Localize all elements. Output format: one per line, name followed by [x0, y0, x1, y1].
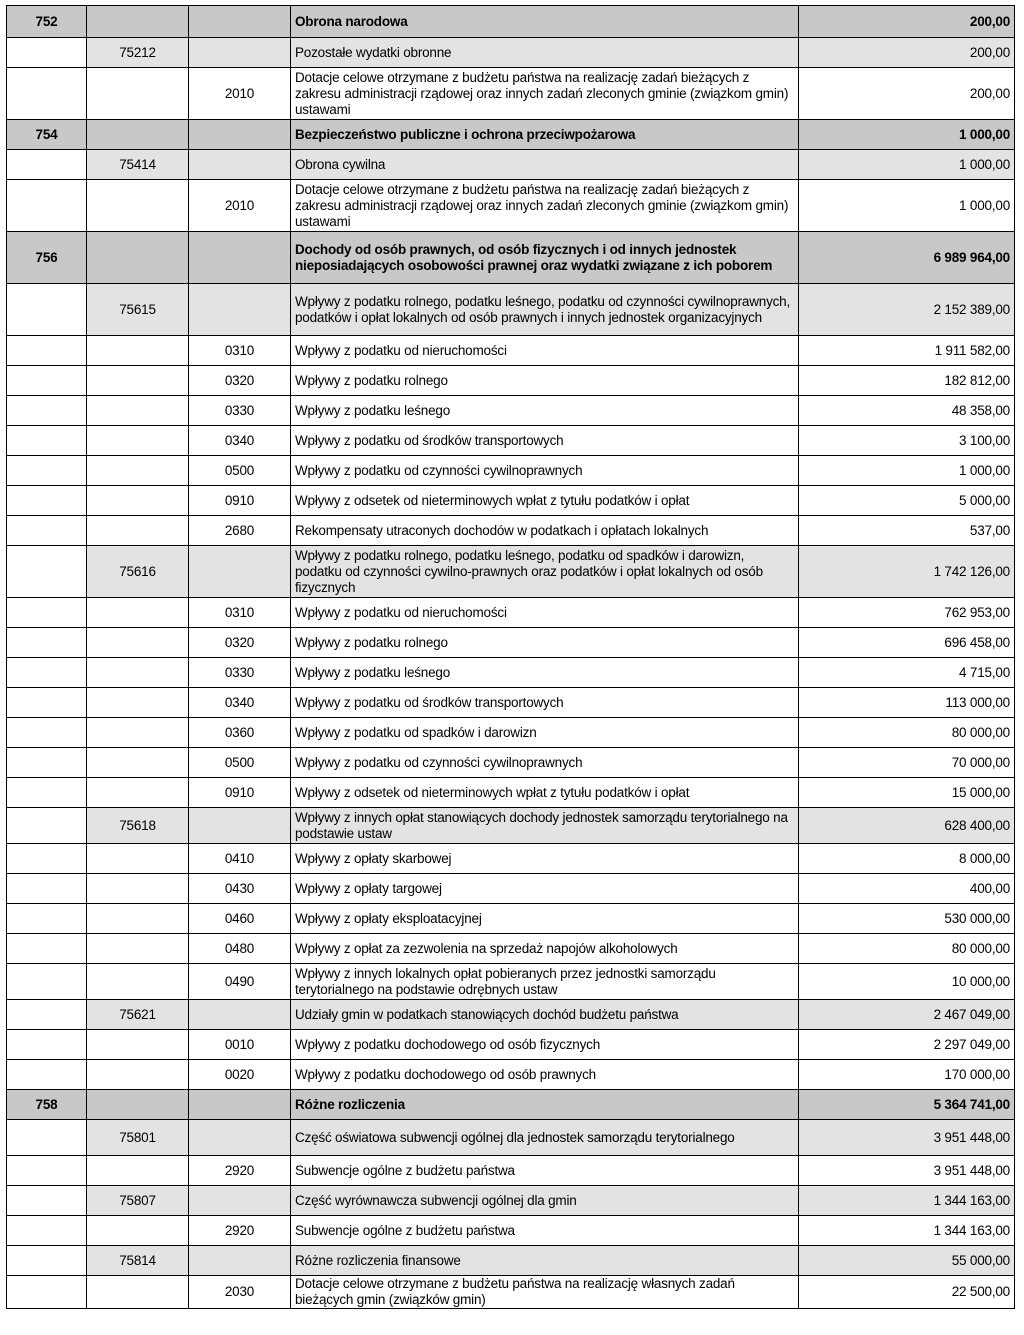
- paragraf-code-cell: 0340: [189, 688, 291, 718]
- dzial-code-cell: [7, 934, 87, 964]
- item-name-cell: Wpływy z podatku dochodowego od osób prawnych: [291, 1060, 799, 1090]
- rozdzial-code-cell: [87, 426, 189, 456]
- paragraf-row: [7, 688, 1015, 718]
- rozdzial-code-cell: 75212: [87, 38, 189, 68]
- item-name-cell: Wpływy z podatku rolnego, podatku leśnego, podatku od czynności cywilnoprawnych, podatków i opłat lokalnych od osób prawnych i innych jednostek organizacyjnych: [291, 284, 799, 336]
- dzial-code-cell: [7, 778, 87, 808]
- item-name-cell: Wpływy z opłaty targowej: [291, 874, 799, 904]
- rozdzial-code-cell: [87, 1156, 189, 1186]
- paragraf-code-cell: [189, 1186, 291, 1216]
- item-name-cell: Wpływy z odsetek od nieterminowych wpłat z tytułu podatków i opłat: [291, 778, 799, 808]
- paragraf-code-cell: 0330: [189, 658, 291, 688]
- amount-cell: 2 297 049,00: [799, 1030, 1015, 1060]
- rozdzial-code-cell: 75621: [87, 1000, 189, 1030]
- amount-cell: 80 000,00: [799, 718, 1015, 748]
- amount-cell: 400,00: [799, 874, 1015, 904]
- paragraf-row: [7, 1276, 1015, 1309]
- item-name-cell: Wpływy z podatku rolnego: [291, 366, 799, 396]
- dzial-code-cell: [7, 874, 87, 904]
- dzial-code-cell: [7, 1120, 87, 1156]
- rozdzial-row: [7, 808, 1015, 844]
- amount-cell: 10 000,00: [799, 964, 1015, 1000]
- amount-cell: 1 000,00: [799, 456, 1015, 486]
- paragraf-code-cell: 0310: [189, 598, 291, 628]
- amount-cell: 696 458,00: [799, 628, 1015, 658]
- dzial-code-cell: [7, 1186, 87, 1216]
- budget-table: [6, 5, 1015, 1309]
- item-name-cell: Wpływy z opłaty eksploatacyjnej: [291, 904, 799, 934]
- amount-cell: 1 344 163,00: [799, 1186, 1015, 1216]
- dzial-code-cell: 758: [7, 1090, 87, 1120]
- dzial-code-cell: [7, 808, 87, 844]
- paragraf-code-cell: [189, 1120, 291, 1156]
- amount-cell: 6 989 964,00: [799, 232, 1015, 284]
- paragraf-row: [7, 366, 1015, 396]
- dzial-code-cell: [7, 1216, 87, 1246]
- rozdzial-code-cell: [87, 964, 189, 1000]
- paragraf-code-cell: 0340: [189, 426, 291, 456]
- dzial-code-cell: [7, 426, 87, 456]
- rozdzial-code-cell: [87, 232, 189, 284]
- dzial-code-cell: [7, 964, 87, 1000]
- rozdzial-code-cell: 75801: [87, 1120, 189, 1156]
- rozdzial-row: [7, 38, 1015, 68]
- paragraf-code-cell: 0430: [189, 874, 291, 904]
- item-name-cell: Wpływy z podatku rolnego, podatku leśnego, podatku od spadków i darowizn, podatku od czynności cywilno-prawnych oraz podatków i opłat lokalnych od osób fizycznych: [291, 546, 799, 598]
- amount-cell: 5 000,00: [799, 486, 1015, 516]
- paragraf-code-cell: 0910: [189, 778, 291, 808]
- rozdzial-code-cell: [87, 844, 189, 874]
- amount-cell: 628 400,00: [799, 808, 1015, 844]
- amount-cell: 15 000,00: [799, 778, 1015, 808]
- paragraf-code-cell: [189, 232, 291, 284]
- item-name-cell: Część wyrównawcza subwencji ogólnej dla gmin: [291, 1186, 799, 1216]
- rozdzial-code-cell: [87, 598, 189, 628]
- paragraf-row: [7, 516, 1015, 546]
- paragraf-row: [7, 1216, 1015, 1246]
- item-name-cell: Subwencje ogólne z budżetu państwa: [291, 1156, 799, 1186]
- paragraf-code-cell: 0500: [189, 748, 291, 778]
- item-name-cell: Dotacje celowe otrzymane z budżetu państwa na realizację własnych zadań bieżących gmin (związków gmin): [291, 1276, 799, 1309]
- dzial-code-cell: [7, 68, 87, 120]
- paragraf-row: [7, 486, 1015, 516]
- dzial-code-cell: [7, 1030, 87, 1060]
- item-name-cell: Dotacje celowe otrzymane z budżetu państwa na realizację zadań bieżących z zakresu administracji rządowej oraz innych zadań zleconych gminie (związkom gmin) ustawami: [291, 68, 799, 120]
- paragraf-code-cell: 2030: [189, 1276, 291, 1309]
- amount-cell: 48 358,00: [799, 396, 1015, 426]
- paragraf-row: [7, 904, 1015, 934]
- rozdzial-row: [7, 1000, 1015, 1030]
- rozdzial-code-cell: [87, 718, 189, 748]
- rozdzial-code-cell: 75616: [87, 546, 189, 598]
- amount-cell: 1 344 163,00: [799, 1216, 1015, 1246]
- rozdzial-row: [7, 1120, 1015, 1156]
- paragraf-code-cell: 0310: [189, 336, 291, 366]
- paragraf-row: [7, 1060, 1015, 1090]
- amount-cell: 1 000,00: [799, 180, 1015, 232]
- paragraf-code-cell: [189, 6, 291, 38]
- dzial-code-cell: [7, 150, 87, 180]
- paragraf-code-cell: 2920: [189, 1156, 291, 1186]
- amount-cell: 1 000,00: [799, 150, 1015, 180]
- item-name-cell: Część oświatowa subwencji ogólnej dla jednostek samorządu terytorialnego: [291, 1120, 799, 1156]
- item-name-cell: Różne rozliczenia finansowe: [291, 1246, 799, 1276]
- amount-cell: 3 100,00: [799, 426, 1015, 456]
- rozdzial-code-cell: [87, 1090, 189, 1120]
- paragraf-row: [7, 844, 1015, 874]
- paragraf-row: [7, 426, 1015, 456]
- paragraf-row: [7, 598, 1015, 628]
- rozdzial-code-cell: [87, 1276, 189, 1309]
- paragraf-code-cell: [189, 284, 291, 336]
- item-name-cell: Wpływy z podatku od czynności cywilnoprawnych: [291, 748, 799, 778]
- item-name-cell: Wpływy z podatku od środków transportowych: [291, 426, 799, 456]
- item-name-cell: Wpływy z podatku leśnego: [291, 396, 799, 426]
- dzial-code-cell: [7, 456, 87, 486]
- paragraf-code-cell: [189, 808, 291, 844]
- rozdzial-code-cell: [87, 336, 189, 366]
- paragraf-row: [7, 718, 1015, 748]
- amount-cell: 55 000,00: [799, 1246, 1015, 1276]
- item-name-cell: Wpływy z innych lokalnych opłat pobieranych przez jednostki samorządu terytorialnego na podstawie odrębnych ustaw: [291, 964, 799, 1000]
- amount-cell: 4 715,00: [799, 658, 1015, 688]
- item-name-cell: Różne rozliczenia: [291, 1090, 799, 1120]
- amount-cell: 3 951 448,00: [799, 1120, 1015, 1156]
- dzial-code-cell: [7, 658, 87, 688]
- dzial-code-cell: [7, 598, 87, 628]
- dzial-code-cell: [7, 336, 87, 366]
- amount-cell: 1 742 126,00: [799, 546, 1015, 598]
- rozdzial-code-cell: [87, 486, 189, 516]
- paragraf-code-cell: [189, 546, 291, 598]
- rozdzial-code-cell: [87, 6, 189, 38]
- paragraf-row: [7, 934, 1015, 964]
- paragraf-code-cell: 0910: [189, 486, 291, 516]
- dzial-code-cell: [7, 904, 87, 934]
- dzial-code-cell: 756: [7, 232, 87, 284]
- paragraf-row: [7, 68, 1015, 120]
- dzial-code-cell: [7, 38, 87, 68]
- item-name-cell: Dochody od osób prawnych, od osób fizycznych i od innych jednostek nieposiadających osobowości prawnej oraz wydatki związane z ich poborem: [291, 232, 799, 284]
- paragraf-code-cell: [189, 38, 291, 68]
- item-name-cell: Pozostałe wydatki obronne: [291, 38, 799, 68]
- rozdzial-code-cell: [87, 1060, 189, 1090]
- paragraf-code-cell: 2680: [189, 516, 291, 546]
- paragraf-row: [7, 180, 1015, 232]
- dzial-row: [7, 232, 1015, 284]
- amount-cell: 200,00: [799, 68, 1015, 120]
- item-name-cell: Wpływy z podatku od nieruchomości: [291, 598, 799, 628]
- rozdzial-row: [7, 284, 1015, 336]
- item-name-cell: Rekompensaty utraconych dochodów w podatkach i opłatach lokalnych: [291, 516, 799, 546]
- rozdzial-code-cell: [87, 396, 189, 426]
- rozdzial-code-cell: [87, 628, 189, 658]
- item-name-cell: Wpływy z podatku dochodowego od osób fizycznych: [291, 1030, 799, 1060]
- paragraf-row: [7, 628, 1015, 658]
- paragraf-code-cell: 0360: [189, 718, 291, 748]
- rozdzial-code-cell: [87, 180, 189, 232]
- dzial-code-cell: [7, 844, 87, 874]
- item-name-cell: Subwencje ogólne z budżetu państwa: [291, 1216, 799, 1246]
- dzial-code-cell: [7, 1276, 87, 1309]
- amount-cell: 1 911 582,00: [799, 336, 1015, 366]
- paragraf-row: [7, 964, 1015, 1000]
- paragraf-code-cell: [189, 120, 291, 150]
- paragraf-code-cell: 0330: [189, 396, 291, 426]
- paragraf-code-cell: 0020: [189, 1060, 291, 1090]
- dzial-code-cell: [7, 1060, 87, 1090]
- rozdzial-code-cell: [87, 1030, 189, 1060]
- rozdzial-row: [7, 546, 1015, 598]
- rozdzial-code-cell: 75807: [87, 1186, 189, 1216]
- item-name-cell: Wpływy z podatku rolnego: [291, 628, 799, 658]
- dzial-code-cell: 752: [7, 6, 87, 38]
- item-name-cell: Dotacje celowe otrzymane z budżetu państwa na realizację zadań bieżących z zakresu administracji rządowej oraz innych zadań zleconych gminie (związkom gmin) ustawami: [291, 180, 799, 232]
- amount-cell: 200,00: [799, 38, 1015, 68]
- rozdzial-code-cell: [87, 748, 189, 778]
- paragraf-code-cell: 0320: [189, 366, 291, 396]
- dzial-code-cell: [7, 180, 87, 232]
- item-name-cell: Wpływy z odsetek od nieterminowych wpłat z tytułu podatków i opłat: [291, 486, 799, 516]
- item-name-cell: Wpływy z podatku od czynności cywilnoprawnych: [291, 456, 799, 486]
- paragraf-row: [7, 778, 1015, 808]
- paragraf-row: [7, 1156, 1015, 1186]
- paragraf-code-cell: 2920: [189, 1216, 291, 1246]
- rozdzial-code-cell: [87, 366, 189, 396]
- rozdzial-code-cell: [87, 904, 189, 934]
- paragraf-row: [7, 456, 1015, 486]
- dzial-code-cell: [7, 1156, 87, 1186]
- rozdzial-code-cell: [87, 934, 189, 964]
- dzial-code-cell: [7, 284, 87, 336]
- rozdzial-row: [7, 150, 1015, 180]
- paragraf-code-cell: 0500: [189, 456, 291, 486]
- amount-cell: 113 000,00: [799, 688, 1015, 718]
- amount-cell: 762 953,00: [799, 598, 1015, 628]
- rozdzial-row: [7, 1186, 1015, 1216]
- amount-cell: 22 500,00: [799, 1276, 1015, 1309]
- dzial-row: [7, 1090, 1015, 1120]
- paragraf-row: [7, 658, 1015, 688]
- item-name-cell: Wpływy z opłat za zezwolenia na sprzedaż napojów alkoholowych: [291, 934, 799, 964]
- dzial-code-cell: [7, 718, 87, 748]
- paragraf-code-cell: 0460: [189, 904, 291, 934]
- rozdzial-code-cell: 75615: [87, 284, 189, 336]
- dzial-code-cell: [7, 1000, 87, 1030]
- paragraf-code-cell: 0320: [189, 628, 291, 658]
- paragraf-code-cell: [189, 1000, 291, 1030]
- item-name-cell: Obrona cywilna: [291, 150, 799, 180]
- rozdzial-code-cell: [87, 1216, 189, 1246]
- item-name-cell: Obrona narodowa: [291, 6, 799, 38]
- dzial-code-cell: [7, 486, 87, 516]
- dzial-code-cell: [7, 516, 87, 546]
- amount-cell: 537,00: [799, 516, 1015, 546]
- dzial-code-cell: [7, 546, 87, 598]
- paragraf-code-cell: 2010: [189, 180, 291, 232]
- amount-cell: 70 000,00: [799, 748, 1015, 778]
- rozdzial-row: [7, 1246, 1015, 1276]
- item-name-cell: Wpływy z innych opłat stanowiących dochody jednostek samorządu terytorialnego na podstawie ustaw: [291, 808, 799, 844]
- amount-cell: 2 467 049,00: [799, 1000, 1015, 1030]
- paragraf-row: [7, 874, 1015, 904]
- item-name-cell: Wpływy z opłaty skarbowej: [291, 844, 799, 874]
- rozdzial-code-cell: 75414: [87, 150, 189, 180]
- dzial-code-cell: [7, 688, 87, 718]
- dzial-code-cell: [7, 748, 87, 778]
- paragraf-code-cell: 0480: [189, 934, 291, 964]
- amount-cell: 5 364 741,00: [799, 1090, 1015, 1120]
- paragraf-row: [7, 1030, 1015, 1060]
- paragraf-row: [7, 748, 1015, 778]
- paragraf-code-cell: [189, 1246, 291, 1276]
- dzial-code-cell: [7, 396, 87, 426]
- dzial-row: [7, 120, 1015, 150]
- amount-cell: 2 152 389,00: [799, 284, 1015, 336]
- rozdzial-code-cell: [87, 874, 189, 904]
- item-name-cell: Wpływy z podatku od spadków i darowizn: [291, 718, 799, 748]
- amount-cell: 170 000,00: [799, 1060, 1015, 1090]
- rozdzial-code-cell: [87, 658, 189, 688]
- paragraf-code-cell: 0490: [189, 964, 291, 1000]
- paragraf-code-cell: 0410: [189, 844, 291, 874]
- paragraf-code-cell: 0010: [189, 1030, 291, 1060]
- rozdzial-code-cell: [87, 120, 189, 150]
- amount-cell: 530 000,00: [799, 904, 1015, 934]
- amount-cell: 8 000,00: [799, 844, 1015, 874]
- rozdzial-code-cell: [87, 778, 189, 808]
- paragraf-row: [7, 336, 1015, 366]
- dzial-code-cell: 754: [7, 120, 87, 150]
- rozdzial-code-cell: [87, 68, 189, 120]
- item-name-cell: Wpływy z podatku od środków transportowych: [291, 688, 799, 718]
- rozdzial-code-cell: [87, 516, 189, 546]
- budget-table-body: [7, 6, 1015, 1309]
- dzial-code-cell: [7, 628, 87, 658]
- dzial-code-cell: [7, 1246, 87, 1276]
- item-name-cell: Udziały gmin w podatkach stanowiących dochód budżetu państwa: [291, 1000, 799, 1030]
- amount-cell: 1 000,00: [799, 120, 1015, 150]
- paragraf-code-cell: [189, 1090, 291, 1120]
- amount-cell: 80 000,00: [799, 934, 1015, 964]
- item-name-cell: Bezpieczeństwo publiczne i ochrona przeciwpożarowa: [291, 120, 799, 150]
- rozdzial-code-cell: 75618: [87, 808, 189, 844]
- dzial-row: [7, 6, 1015, 38]
- paragraf-code-cell: [189, 150, 291, 180]
- item-name-cell: Wpływy z podatku leśnego: [291, 658, 799, 688]
- paragraf-code-cell: 2010: [189, 68, 291, 120]
- rozdzial-code-cell: 75814: [87, 1246, 189, 1276]
- rozdzial-code-cell: [87, 456, 189, 486]
- item-name-cell: Wpływy z podatku od nieruchomości: [291, 336, 799, 366]
- rozdzial-code-cell: [87, 688, 189, 718]
- amount-cell: 182 812,00: [799, 366, 1015, 396]
- paragraf-row: [7, 396, 1015, 426]
- dzial-code-cell: [7, 366, 87, 396]
- amount-cell: 200,00: [799, 6, 1015, 38]
- amount-cell: 3 951 448,00: [799, 1156, 1015, 1186]
